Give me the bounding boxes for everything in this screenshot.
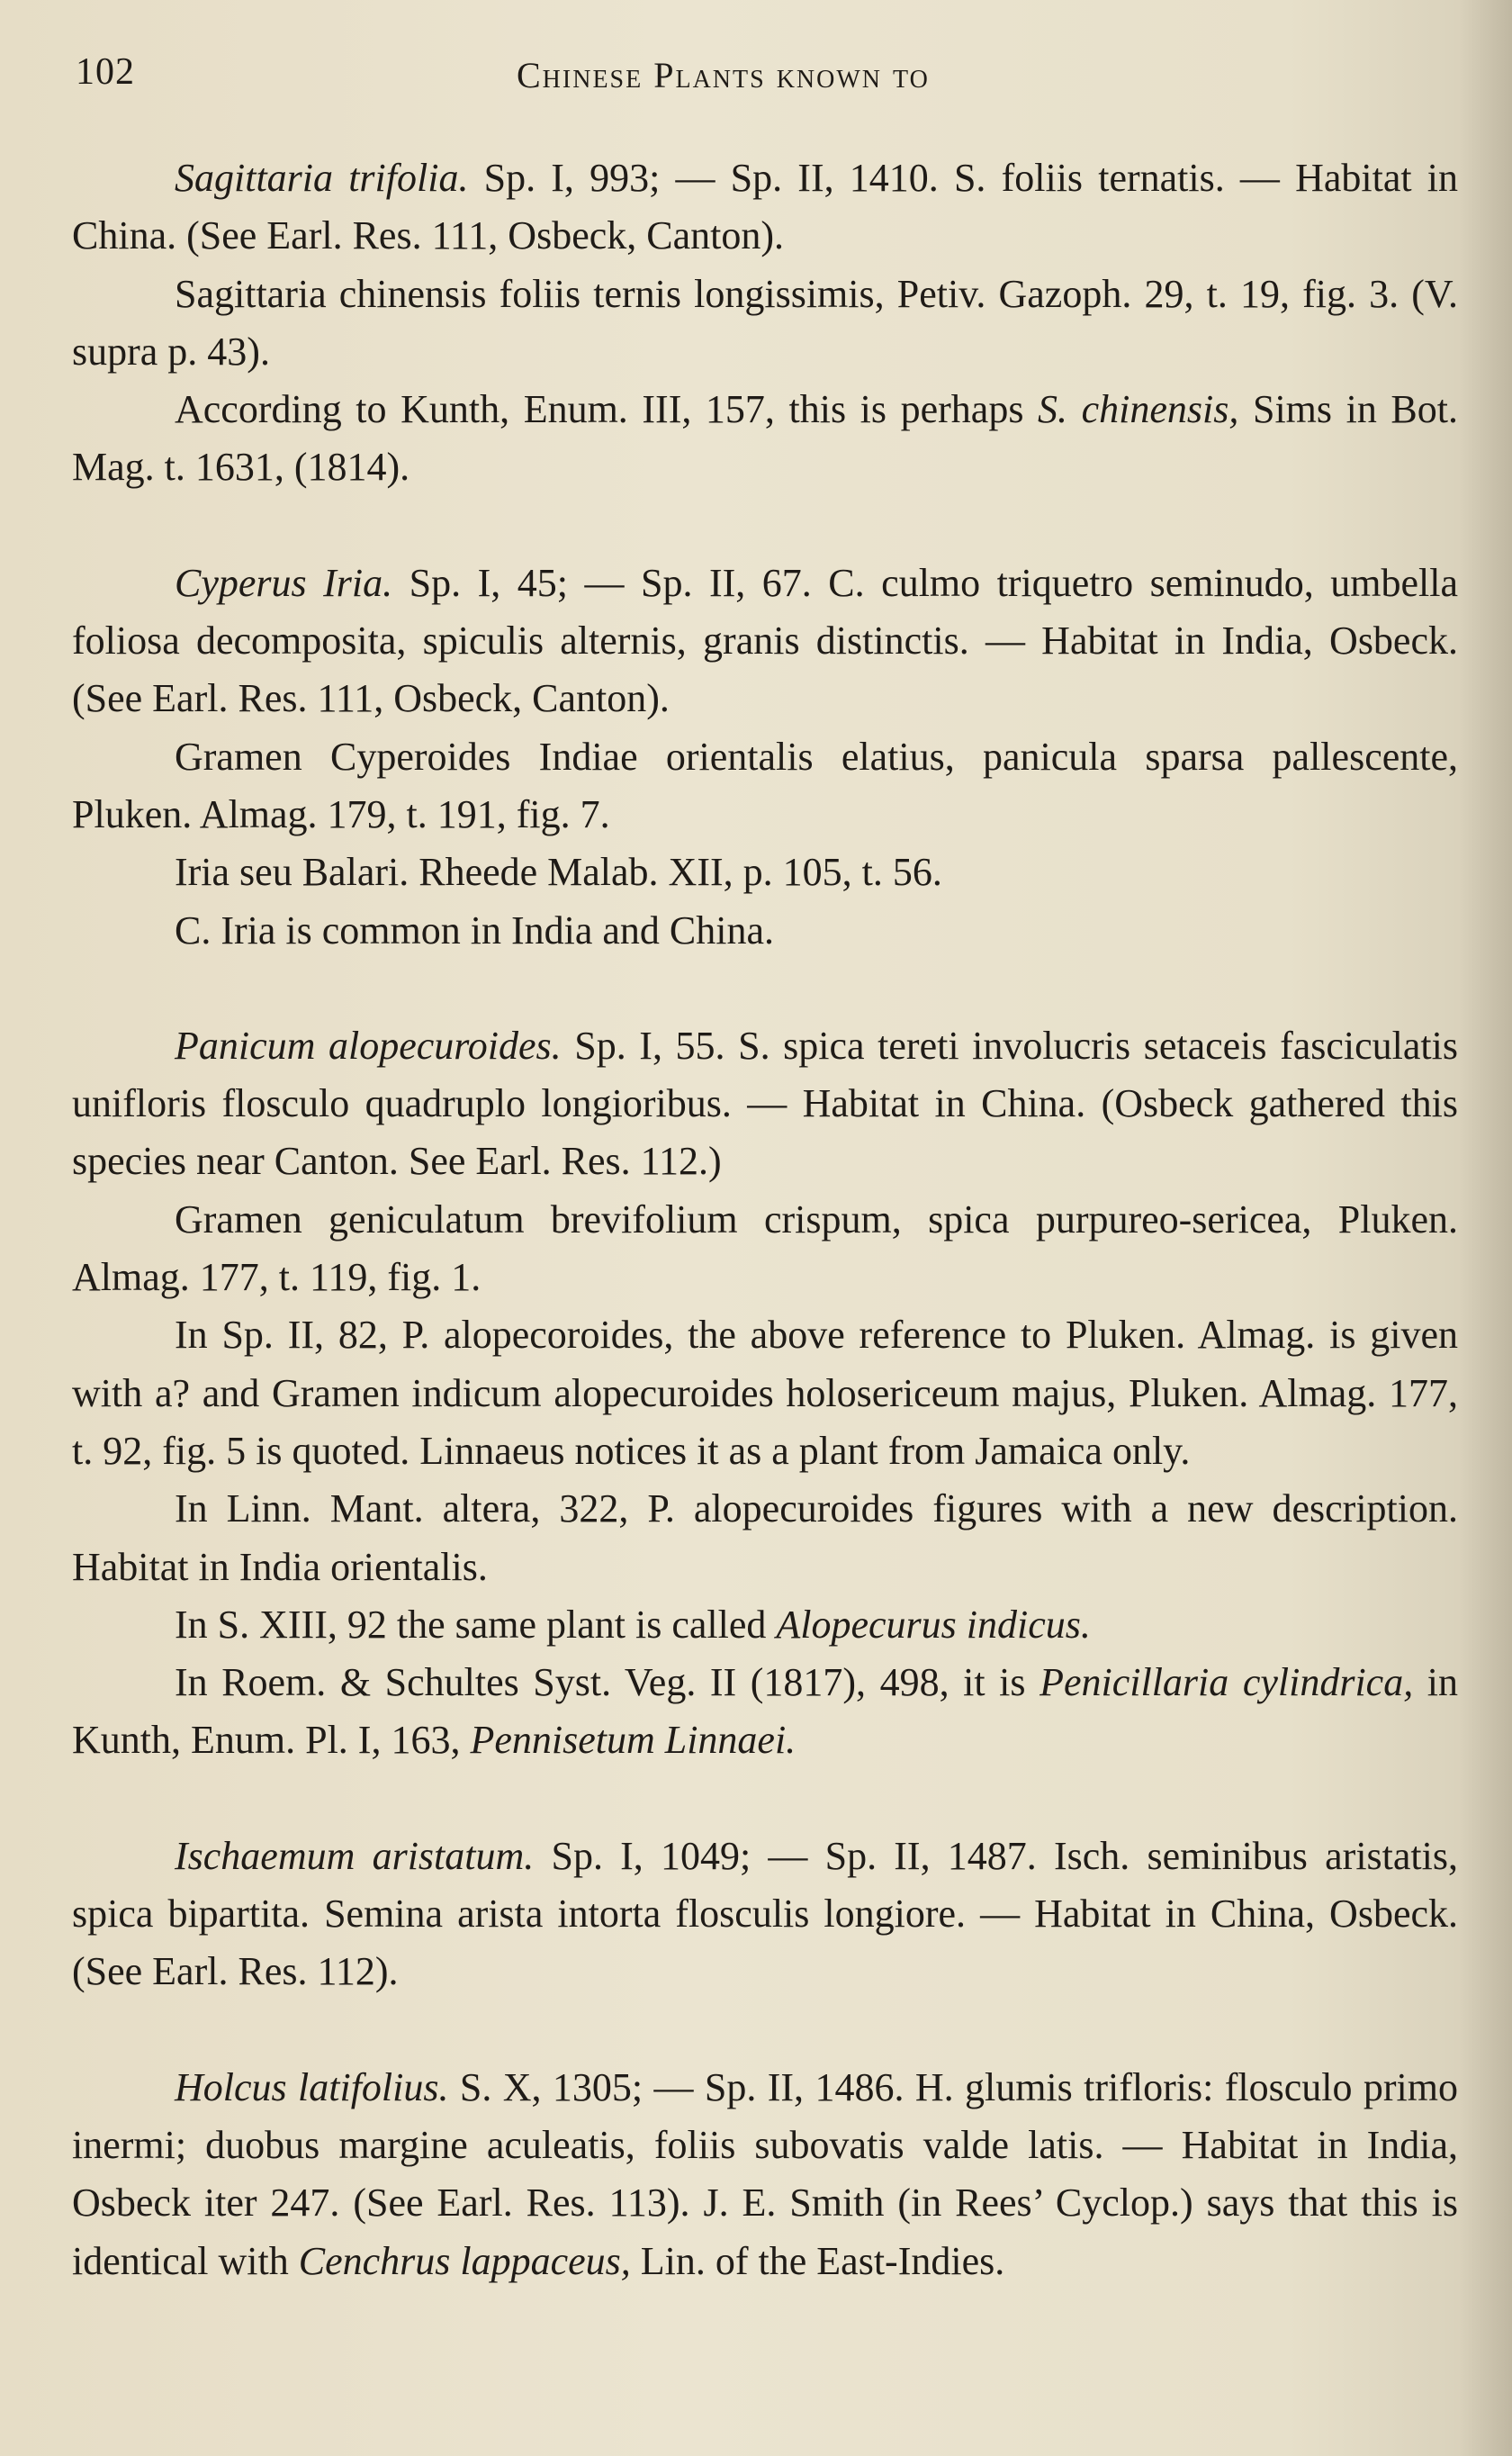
entry-text: S. X, 1305; — Sp. II, 1486. H. glumis trifloris: flosculo primo inermi; duobus margine aculeatis, foliis subovatis valde latis. — Habitat in India, Osbeck iter 247. (See Earl. Res. 113). J. E. Smith (in Rees’ Cyclop.) says that this is identical with [72,2064,1458,2283]
species-name: Panicum alopecuroides. [175,1023,562,1068]
entry-paragraph [72,1828,1458,2001]
entry-text: Lin. of the East-Indies. [630,2238,1005,2283]
species-name: Cyperus Iria. [175,560,393,605]
entry-paragraph: Gramen Cyperoides Indiae orientalis elatius, panicula sparsa pallescente, Pluken. Almag. 179, t. 191, fig. 7. [72,734,1458,836]
entry-paragraph [72,381,1458,497]
entry-text: Sims in Bot. Mag. t. 1631, (1814). [72,387,1458,490]
italic-name: Cenchrus lappaceus, [298,2238,631,2283]
entry-text: In S. XIII, 92 the same plant is called [175,1602,777,1647]
entry-paragraph: Gramen geniculatum brevifolium crispum, spica purpureo-sericea, Pluken. Almag. 177, t. 119, fig. 1. [72,1196,1458,1300]
entry-text: According to Kunth, Enum. III, 157, this is perhaps [175,387,1039,432]
entry-paragraph: In Linn. Mant. altera, 322, P. alopecuroides figures with a new description. Habitat in India orientalis. [72,1486,1458,1589]
species-entry [72,149,1458,497]
entry-paragraph [72,149,1458,266]
entry-paragraph: Sagittaria chinensis foliis ternis longissimis, Petiv. Gazoph. 29, t. 19, fig. 3. (V. supra p. 43). [72,271,1458,374]
entry-text: Sp. I, 55. S. spica tereti involucris setaceis fasciculatis unifloris flosculo quadruplo longioribus. — Habitat in China. (Osbeck gathered this species near Canton. See Earl. Res. 112.) [72,1023,1459,1184]
italic-name: Pennisetum Linnaei. [470,1718,796,1763]
entry-text: Sp. I, 993; — Sp. II, 1410. S. foliis ternatis. — Habitat in China. (See Earl. Res. 111, Osbeck, Canton). [72,156,1458,258]
entry-text: In Roem. & Schultes Syst. Veg. II (1817), 498, it is [175,1660,1040,1705]
italic-name: Alopecurus indicus. [776,1602,1091,1647]
entry-paragraph: In Sp. II, 82, P. alopecoroides, the above reference to Pluken. Almag. is given with a? and Gramen indicum alopecuroides holosericeum majus, Pluken. Almag. 177, t. 92, fig. 5 is quoted. Linnaeus notices it as a plant from Jamaica only. [72,1313,1458,1473]
entry-paragraph [72,555,1458,728]
text-body [72,149,1458,2290]
entry-paragraph [72,1596,1458,1654]
entry-paragraph [72,1654,1458,1770]
entry-paragraph [72,1017,1458,1191]
italic-name: Penicillaria cylindrica, [1040,1660,1414,1705]
entry-paragraph: Iria seu Balari. Rheede Malab. XII, p. 105, t. 56. [175,850,942,895]
species-entry [72,555,1458,960]
running-head [76,50,1462,104]
entry-text: Sp. I, 1049; — Sp. II, 1487. Isch. seminibus aristatis, spica bipartita. Semina arista intorta flosculis longiore. — Habitat in China, Osbeck. (See Earl. Res. 112). [72,1833,1458,1994]
page-edge-shadow [1458,0,1512,2456]
species-entry [72,1017,1458,1770]
species-name: Holcus latifolius. [175,2064,449,2109]
entry-text: Sp. I, 45; — Sp. II, 67. C. culmo triquetro seminudo, umbella foliosa decomposita, spiculis alternis, granis distinctis. — Habitat in India, Osbeck. (See Earl. Res. 111, Osbeck, Canton). [72,560,1458,721]
entry-paragraph: C. Iria is common in India and China. [175,907,774,953]
entry-text: in Kunth, Enum. Pl. I, 163, [72,1660,1458,1763]
page-number: 102 [76,51,135,93]
species-entry [72,1828,1458,2001]
running-head-title: Chinese Plants known to [517,55,930,95]
species-name: Ischaemum aristatum. [175,1833,535,1878]
species-name: Sagittaria trifolia. [175,156,469,200]
species-entry [72,2059,1458,2290]
italic-name: S. chinensis, [1038,387,1239,432]
entry-paragraph [72,2059,1458,2290]
